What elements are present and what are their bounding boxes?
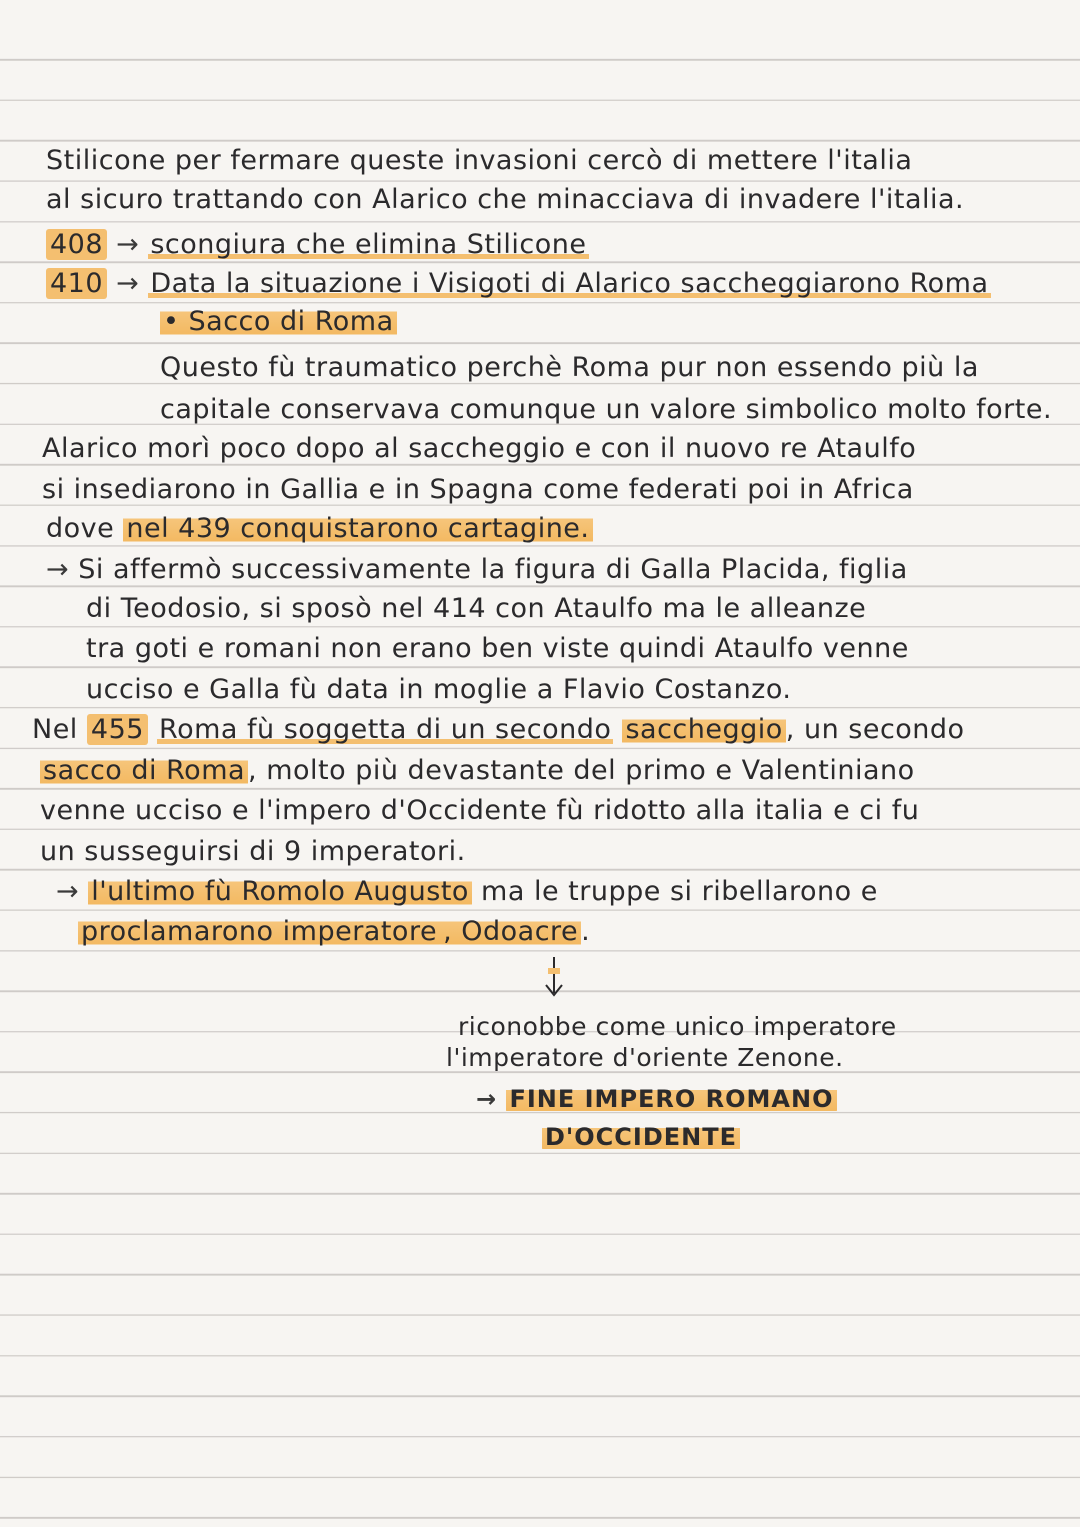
note-line-1 [46, 142, 1080, 180]
right-arrow-icon: → [476, 1085, 498, 1113]
right-arrow-icon: → [116, 229, 140, 260]
note-line-12 [86, 590, 1080, 628]
note-highlight: FINE IMPERO ROMANO [506, 1085, 836, 1113]
date-highlight: 410 [46, 268, 107, 299]
note-text: riconobbe come unico imperatore [458, 1012, 897, 1041]
note-text: capitale conservava comunque un valore simbolico molto forte. [160, 394, 1053, 425]
note-text: , un secondo [785, 714, 965, 745]
note-highlight: sacco di Roma [40, 755, 248, 786]
note-line-22 [446, 1039, 1080, 1077]
note-line-6 [160, 349, 1080, 387]
note-line-15 [32, 711, 1080, 749]
note-line-10 [46, 510, 1080, 548]
note-highlight: D'OCCIDENTE [542, 1123, 740, 1151]
note-text: tra goti e romani non erano ben viste quindi Ataulfo venne [86, 633, 909, 664]
note-line-13 [86, 630, 1080, 668]
note-text: Data la situazione i Visigoti di Alarico saccheggiarono Roma [150, 268, 989, 299]
note-line-24 [542, 1118, 1080, 1156]
note-line-18 [40, 833, 1080, 871]
note-line-4 [46, 265, 1080, 303]
note-text: ma le truppe si ribellarono e [481, 876, 878, 907]
note-text: di Teodosio, si sposò nel 414 con Ataulfo ma le alleanze [86, 593, 867, 624]
note-line-17 [40, 792, 1080, 830]
note-text: . [581, 916, 591, 947]
date-highlight: 408 [46, 229, 107, 260]
note-text: , molto più devastante del primo e Valentiniano [248, 755, 915, 786]
note-highlight: nel 439 conquistarono cartagine. [123, 513, 592, 544]
note-text: dove [46, 513, 115, 544]
note-line-7 [160, 391, 1080, 429]
note-highlight: l'ultimo fù Romolo Augusto [88, 876, 472, 907]
note-text: Nel [32, 714, 78, 745]
note-line-14 [86, 671, 1080, 709]
date-highlight: 455 [87, 714, 148, 745]
note-line-9 [42, 471, 1080, 509]
note-text: venne ucciso e l'impero d'Occidente fù ridotto alla italia e ci fu [40, 795, 920, 826]
note-line-19 [56, 873, 1080, 911]
note-text: Questo fù traumatico perchè Roma pur non essendo più la [160, 352, 979, 383]
down-arrow-icon [540, 955, 568, 999]
note-text: l'imperatore d'oriente Zenone. [446, 1043, 844, 1072]
note-text: si insediarono in Gallia e in Spagna come federati poi in Africa [42, 474, 914, 505]
note-line-8 [42, 430, 1080, 468]
note-line-23 [476, 1080, 1080, 1118]
note-text: un susseguirsi di 9 imperatori. [40, 836, 466, 867]
right-arrow-icon: → [46, 554, 70, 585]
note-highlight: , Odoacre [440, 916, 581, 947]
note-text: scongiura che elimina Stilicone [150, 229, 587, 260]
note-text: Stilicone per fermare queste invasioni cercò di mettere l'italia [46, 145, 913, 176]
note-line-5 [160, 303, 1080, 341]
note-text: Roma fù soggetta di un secondo [159, 714, 612, 745]
right-arrow-icon: → [116, 268, 140, 299]
note-highlight: proclamarono imperatore [78, 916, 440, 947]
note-text: Si affermò successivamente la figura di Galla Placida, figlia [78, 554, 908, 585]
note-line-2 [46, 181, 1080, 219]
note-text: al sicuro trattando con Alarico che minacciava di invadere l'italia. [46, 184, 965, 215]
note-line-11 [46, 551, 1080, 589]
note-line-20 [78, 913, 1080, 951]
right-arrow-icon: → [56, 876, 80, 907]
note-text: Alarico morì poco dopo al saccheggio e con il nuovo re Ataulfo [42, 433, 917, 464]
note-text: ucciso e Galla fù data in moglie a Flavio Costanzo. [86, 674, 792, 705]
note-highlight: • Sacco di Roma [160, 306, 397, 337]
note-line-16 [40, 752, 1080, 790]
note-highlight: saccheggio [622, 714, 785, 745]
note-line-3 [46, 226, 1080, 264]
